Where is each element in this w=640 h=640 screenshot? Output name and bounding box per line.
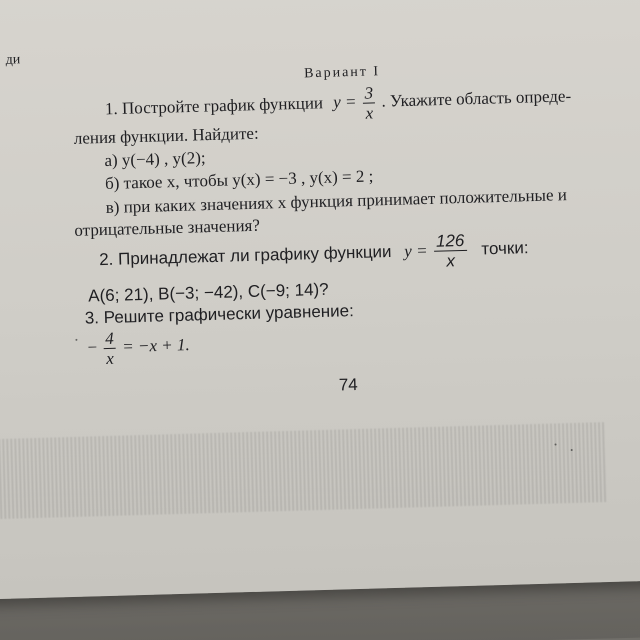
dust-speck bbox=[571, 449, 573, 451]
task1-item-a: а) y(−4) , y(2); bbox=[104, 148, 206, 170]
task3-fraction-denominator: x bbox=[106, 348, 115, 368]
task2-points: A(6; 21), B(−3; −42), C(−9; 14)? bbox=[87, 279, 329, 306]
task2-line1-prefix: 2. Принадлежат ли графику функции bbox=[98, 241, 392, 270]
task3-fraction-numerator: 4 bbox=[104, 328, 115, 349]
corner-text: ди bbox=[5, 52, 21, 68]
dust-speck bbox=[555, 443, 557, 445]
task3-rhs: = −x + 1. bbox=[121, 335, 190, 356]
task1-item-c-line1: в) при каких значениях x функция принимает положительные и bbox=[105, 185, 568, 217]
task2-fraction-numerator: 126 bbox=[435, 230, 465, 251]
variant-title: Вариант I bbox=[303, 64, 381, 82]
task3-fraction bbox=[103, 330, 117, 367]
task2-line1-suffix: точки: bbox=[481, 238, 529, 259]
task3-minus-sign: − bbox=[87, 337, 98, 357]
task1-function-left: y = bbox=[332, 92, 357, 112]
task1-item-c-line2: отрицательные значения? bbox=[74, 215, 261, 240]
task1-line2: ления функции. Найдите: bbox=[73, 123, 259, 148]
print-smudge bbox=[0, 422, 606, 520]
task2-fraction bbox=[434, 232, 467, 270]
task2-function-left: y = bbox=[403, 240, 428, 261]
task1-fraction-denominator: x bbox=[365, 103, 374, 123]
task1-fraction-numerator: 3 bbox=[364, 83, 374, 103]
pencil-mark bbox=[75, 339, 77, 341]
task3-line1: 3. Решите графически уравнение: bbox=[84, 301, 355, 328]
task1-line1-prefix: 1. Постройте график функции bbox=[104, 93, 324, 119]
task1-line1 bbox=[105, 79, 572, 129]
page-number: 74 bbox=[338, 374, 358, 395]
task3-equation bbox=[87, 328, 190, 368]
task2-fraction-denominator: x bbox=[446, 251, 456, 271]
task1-item-b: б) такое x, чтобы y(x) = −3 , y(x) = 2 ; bbox=[104, 166, 374, 193]
task1-line1-suffix: . Укажите область опреде- bbox=[381, 86, 572, 111]
task1-fraction bbox=[362, 84, 376, 121]
